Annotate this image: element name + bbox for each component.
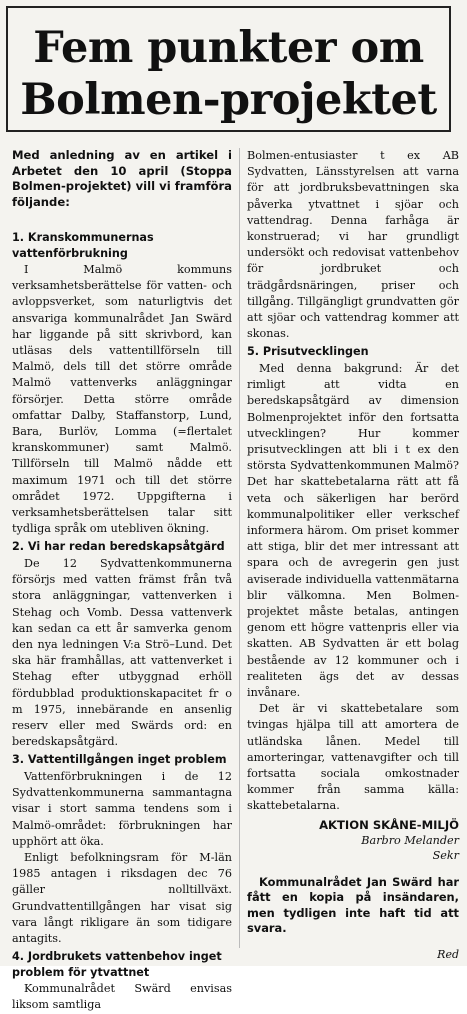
section-heading: 5. Prisutvecklingen <box>247 345 369 359</box>
left-column <box>12 228 232 1014</box>
right-column-body <box>247 148 459 815</box>
body-paragraph: Bolmen-entusiaster t ex AB Sydvatten, Länsstyrelsen att varna för att jordbruksbevattningen ska påverka ytvattnet i sjöar och vattendrag. Denna farhåga är konstruerad; vi har grundligt undersökt och redovisat vattenbehov för jordbruket och trädgårdsnäringen, priser och tillgång. Tillgängligt grundvatten gör att sjöar och vattendrag kommer att skonas. <box>247 149 459 341</box>
signature-name: Barbro Melander <box>361 833 459 847</box>
headline-box <box>6 6 451 132</box>
body-paragraph: Kommunalrådet Swärd envisas liksom samtliga <box>12 982 232 1012</box>
section-heading: 2. Vi har redan beredskapsåtgärd <box>12 540 225 554</box>
editor-signature: Red <box>437 947 459 961</box>
body-paragraph: Det är vi skattebetalare som tvingas hjälpa till att amortera de utländska lånen. Medel till amorteringar, vattenavgifter och till fortsatta sociala omkostnader kommer från samma källa: skattebetalarna. <box>247 702 459 813</box>
signature-role: Sekr <box>432 848 459 862</box>
column-divider <box>239 148 240 948</box>
body-paragraph: Vattenförbrukningen i de 12 Sydvattenkommunerna sammantagna visar i stort samma tendens som i Malmö-området: förbrukningen har upphört att öka. <box>12 769 232 848</box>
headline-line-1: Fem punkter om <box>33 23 424 73</box>
headline-line-2: Bolmen-projektet <box>20 75 437 125</box>
body-paragraph: Med denna bakgrund: Är det rimligt att vidta en beredskapsåtgärd av dimension Bolmenprojektet inför den fortsatta utvecklingen? Hur kommer prisutvecklingen att bli i t ex den största Sydvattenkommunen Malmö? Det har skattebetalarna rätt att få veta och säkerligen har berörd kommunalpolitiker eller verkschef informera härom. Om priset kommer att stiga, blir det mer intressant att spara och de avregerin gen just aviserade individuella vattenmätarna blir välkomna. Men Bolmen-projektet måste betalas, antingen genom ett högre vattenpris eller via skatten. AB Sydvatten är ett bolag bestående av 12 kommuner och i realiteten ägs det av dessas invånare. <box>247 361 459 699</box>
lead-paragraph: Med anledning av en artikel i Arbetet den 10 april (Stoppa Bolmen-projektet) vill vi framföra följande: <box>12 148 232 209</box>
body-paragraph: De 12 Sydvattenkommunerna försörjs med vatten främst från två stora anläggningar, vattenverken i Stehag och Vomb. Dessa vattenverk kan sedan ca ett år samverka genom den nya ledningen V:a Strö–Lund. Det ska här framhållas, att vattenverket i Stehag efter utbyggnad erhöll fördubblad produktionskapacitet fr o m 1975, innebärande en ansenlig reserv eller med Swärds ord: en beredskapsåtgärd. <box>12 556 232 749</box>
section-heading: 3. Vattentillgången inget problem <box>12 753 227 767</box>
section-heading: 4. Jordbrukets vattenbehov inget problem för ytvattnet <box>12 950 222 979</box>
body-paragraph: Enligt befolkningsram för M-län 1985 antagen i riksdagen dec 76 gäller nolltillväxt. Grundvattentillgången har visat sig vara långt rikligare än som tidigare antagits. <box>12 850 232 945</box>
right-column <box>247 148 459 963</box>
section-heading: 1. Kranskommunernas vattenförbrukning <box>12 231 154 260</box>
body-paragraph: I Malmö kommuns verksamhetsberättelse för vatten- och avloppsverket, som naturligtvis det ansvariga kommunalrådet Jan Swärd har liggande på sitt skrivbord, kan utläsas dels vattentillförseln till Malmö, dels till det större område Malmö vattenverks anläggningar försörjer. Detta större område omfattar Dalby, Staffanstorp, Lund, Bara, Burlöv, Lomma (=flertalet kranskommuner) samt Malmö. Tillförseln till Malmö nådde ett maximum 1971 och till det större området 1972. Uppgifterna i verksamhetsberättelsen talar sitt tydliga språk om utebliven ökning. <box>12 263 232 536</box>
editor-note: Kommunalrådet Jan Swärd har fått en kopia på insändaren, men tydligen inte haft tid att svara. <box>247 874 459 936</box>
signature-org: AKTION SKÅNE-MILJÖ <box>319 817 459 832</box>
